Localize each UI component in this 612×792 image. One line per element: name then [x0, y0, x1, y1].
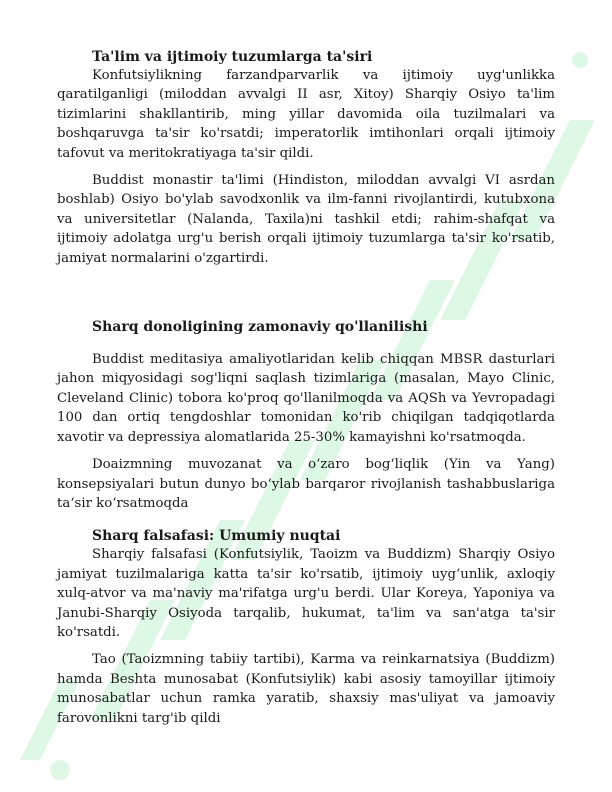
paragraph-buddhist-education: Buddist monastir ta'limi (Hindiston, miloddan avvalgi VI asrdan boshlab) Osiyo bo'ylab savodxonlik va ilm-fanni rivojlantirdi, kutubxona va universitetlar (Nalanda, Taxila)ni tashkil etdi; rahim-shafqat va ijtimoiy adolatga urg'u berish orqali ijtimoiy tuzumlarga ta'sir ko'rsatib, jamiyat normalarini o'zgartirdi.	[57, 173, 555, 266]
paragraph-confucianism: Konfutsiylikning farzandparvarlik va ijtimoiy uyg'unlikka qaratilganligi (miloddan avvalgi II asr, Xitoy) Sharqiy Osiyo ta'lim tizimlarini shakllantirib, ming yillar davomida oila tuzilmalari va boshqaruvga ta'sir ko'rsatdi; imperatorlik imtihonlari orqali ijtimoiy tafovut va meritokratiyaga ta'sir qildi.	[57, 68, 555, 161]
document-page	[57, 48, 555, 728]
paragraph-yin-yang: Doaizmning muvozanat va o‘zaro bog‘liqlik (Yin va Yang) konsepsiyalari butun dunyo bo‘ylab barqaror rivojlanish tashabbuslariga ta‘sir ko‘rsatmoqda	[57, 457, 555, 511]
section-heading-overview: Sharq falsafasi: Umumiy nuqtai	[92, 528, 341, 545]
paragraph-core-principles: Tao (Taoizmning tabiiy tartibi), Karma va reinkarnatsiya (Buddizm) hamda Beshta munosabat (Konfutsiylik) kabi asosiy tamoyillar ijtimoiy munosabatlar uchun ramka yaratib, shaxsiy mas'uliyat va jamoaviy farovonlikni targ'ib qildi	[57, 652, 555, 726]
section-heading-modern-applications: Sharq donoligining zamonaviy qo'llanilishi	[92, 319, 428, 336]
paragraph-eastern-philosophy: Sharqiy falsafasi (Konfutsiylik, Taoizm va Buddizm) Sharqiy Osiyo jamiyat tuzilmalariga katta ta'sir ko'rsatib, ijtimoiy uyg‘unlik, axloqiy xulq-atvor va ma'naviy ma'rifatga urg'u berdi. Ular Koreya, Yaponiya va Janubi-Sharqiy Osiyoda tarqalib, hukumat, ta'lim va san'atga ta'sir ko'rsatdi.	[57, 547, 555, 640]
section-heading-education: Ta'lim va ijtimoiy tuzumlarga ta'siri	[92, 49, 373, 65]
paragraph-mbsr: Buddist meditasiya amaliyotlaridan kelib chiqqan MBSR dasturlari jahon miqyosidagi sog'liqni saqlash tizimlariga (masalan, Mayo Clinic, Cleveland Clinic) tobora ko'proq qo'llanilmoqda va AQSh va Yevropadagi 100 dan ortiq tengdoshlar tomonidan ko'rib chiqilgan tadqiqotlarda xavotir va depressiya alomatlarida 25-30% kamayishni ko'rsatmoqda.	[57, 352, 555, 445]
